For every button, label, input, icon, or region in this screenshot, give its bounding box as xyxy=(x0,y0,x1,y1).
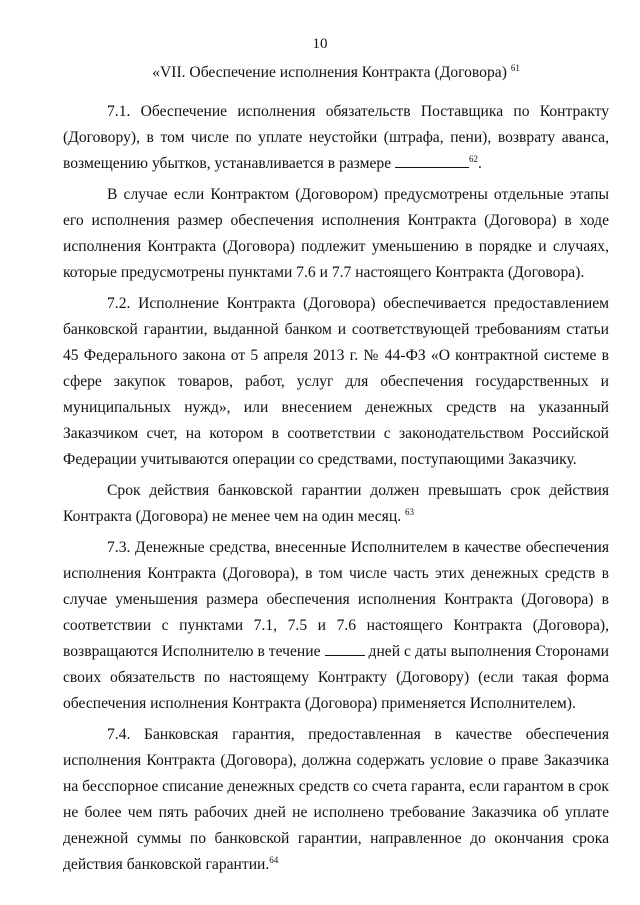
paragraph-text: 7.1. Обеспечение исполнения обязательств Поставщика по Контракту (Договору), в том числе по уплате неустойки (штрафа, пени), возврату аванса, возмещению убытков, устанавливается в размере xyxy=(63,103,609,172)
paragraph-end: . xyxy=(478,155,482,172)
paragraph-text: В случае если Контрактом (Договором) предусмотрены отдельные этапы его исполнения размер обеспечения исполнения Контракта (Договора) в ходе исполнения Контракта (Договора) подлежит уменьшению в порядке и случаях, которые предусмотрены пунктами 7.6 и 7.7 настоящего Контракта (Договора). xyxy=(63,186,609,281)
section-heading xyxy=(63,60,609,86)
footnote-ref: 63 xyxy=(405,506,415,517)
paragraph-text: Срок действия банковской гарантии должен превышать срок действия Контракта (Договора) не менее чем на один месяц. xyxy=(63,482,609,525)
paragraph-7-2 xyxy=(63,291,609,473)
blank-field xyxy=(325,641,365,656)
paragraph-7-1 xyxy=(63,99,609,177)
paragraph-guarantee-term xyxy=(63,478,609,530)
footnote-ref: 61 xyxy=(510,62,520,73)
paragraph-7-4 xyxy=(63,722,609,878)
blank-field xyxy=(395,153,469,168)
paragraph-7-3 xyxy=(63,535,609,717)
paragraph-text: 7.3. Денежные средства, внесенные Исполнителем в качестве обеспечения исполнения Контракта (Договора), в том числе часть этих денежных средств в случае уменьшения размера обеспечения исполнения Контракта (Договора) в соответствии с пунктами 7.1, 7.5 и 7.6 настоящего Контракта (Договора), возвращаются Исполнителю в течение xyxy=(63,539,609,660)
paragraph-stages xyxy=(63,182,609,286)
document-body xyxy=(63,60,609,878)
page-number: 10 xyxy=(312,36,328,52)
paragraph-text: дней с даты выполнения Сторонами своих обязательств по настоящему Контракту (Договору) (если такая форма обеспечения исполнения Контракта (Договора) применяется Исполнителем). xyxy=(63,643,609,712)
footnote-ref: 62 xyxy=(469,153,479,164)
section-title: «VII. Обеспечение исполнения Контракта (Договора) xyxy=(152,64,507,81)
footnote-ref: 64 xyxy=(269,854,279,865)
paragraph-text: 7.2. Исполнение Контракта (Договора) обеспечивается предоставлением банковской гарантии, выданной банком и соответствующей требованиям статьи 45 Федерального закона от 5 апреля 2013 г. № 44-ФЗ «О контрактной системе в сфере закупок товаров, работ, услуг для обеспечения государственных и муниципальных нужд», или внесением денежных средств на указанный Заказчиком счет, на котором в соответствии с законодательством Российской Федерации учитываются операции со средствами, поступающими Заказчику. xyxy=(63,295,609,468)
paragraph-text: 7.4. Банковская гарантия, предоставленная в качестве обеспечения исполнения Контракта (Договора), должна содержать условие о праве Заказчика на бесспорное списание денежных средств со счета гаранта, если гарантом в срок не более чем пять рабочих дней не исполнено требование Заказчика об уплате денежной суммы по банковской гарантии, направленное до окончания срока действия банковской гарантии. xyxy=(63,726,609,873)
